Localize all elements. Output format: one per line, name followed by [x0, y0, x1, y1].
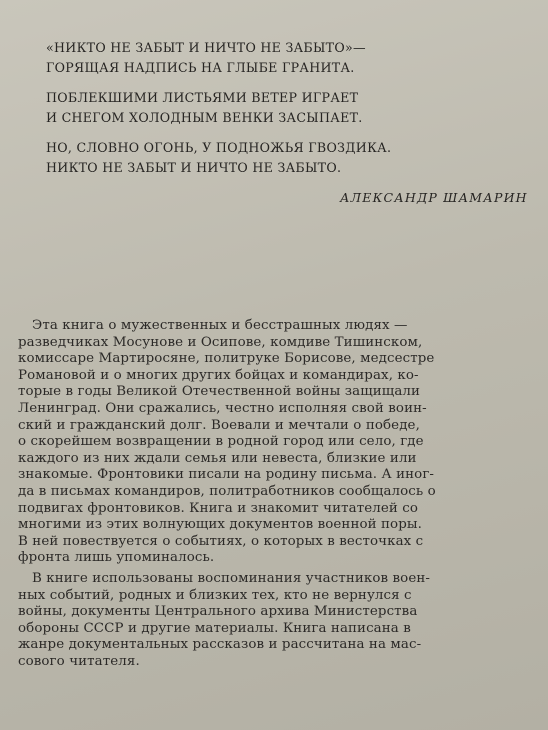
- text-line: о скорейшем возвращении в родной город или село, где: [18, 434, 424, 450]
- text-line: Эта книга о мужественных и бесстрашных людях —: [32, 318, 408, 333]
- epigraph-stanza: [46, 138, 526, 178]
- epigraph-line: ПОБЛЕКШИМИ ЛИСТЬЯМИ ВЕТЕР ИГРАЕТ: [46, 90, 359, 105]
- text-line: Романовой и о многих других бойцах и командирах, ко-: [18, 367, 419, 383]
- text-line: ский и гражданский долг. Воевали и мечтали о победе,: [18, 417, 420, 433]
- epigraph-line: НИКТО НЕ ЗАБЫТ И НИЧТО НЕ ЗАБЫТО.: [46, 160, 342, 175]
- text-line: войны, документы Центрального архива Министерства: [18, 604, 418, 620]
- text-line: разведчиках Мосунове и Осипове, комдиве Тишинском,: [18, 334, 423, 350]
- text-line: жанре документальных рассказов и рассчитана на мас-: [18, 637, 422, 653]
- text-line: В ней повествуется о событиях, о которых в весточках с: [18, 533, 424, 549]
- epigraph-line: «НИКТО НЕ ЗАБЫТ И НИЧТО НЕ ЗАБЫТО»—: [46, 40, 366, 55]
- epigraph-line: НО, СЛОВНО ОГОНЬ, У ПОДНОЖЬЯ ГВОЗДИКА.: [46, 140, 392, 155]
- text-line: каждого из них ждали семья или невеста, близкие или: [18, 450, 417, 466]
- text-line: комиссаре Мартиросяне, политруке Борисове, медсестре: [18, 351, 435, 367]
- epigraph-stanza: [46, 38, 526, 78]
- text-line: сового читателя.: [18, 653, 140, 669]
- paragraph: [18, 571, 530, 671]
- text-line: обороны СССР и другие материалы. Книга написана в: [18, 620, 411, 636]
- annotation-text: [18, 318, 530, 674]
- epigraph-line: ГОРЯЩАЯ НАДПИСЬ НА ГЛЫБЕ ГРАНИТА.: [46, 60, 355, 75]
- epigraph-line: И СНЕГОМ ХОЛОДНЫМ ВЕНКИ ЗАСЫПАЕТ.: [46, 110, 363, 125]
- text-line: торые в годы Великой Отечественной войны защищали: [18, 384, 421, 400]
- text-line: да в письмах командиров, политработников сообщалось о: [18, 483, 436, 499]
- text-line: Ленинград. Они сражались, честно исполняя свой воин-: [18, 400, 427, 416]
- paragraph: [18, 318, 530, 567]
- epigraph-stanza: [46, 88, 526, 128]
- text-line: подвигах фронтовиков. Книга и знакомит читателей со: [18, 500, 419, 516]
- text-line: фронта лишь упоминалось.: [18, 550, 215, 566]
- text-line: ных событий, родных и близких тех, кто не вернулся с: [18, 587, 412, 603]
- text-line: многими из этих волнующих документов военной поры.: [18, 517, 422, 533]
- text-line: знакомые. Фронтовики писали на родину письма. А иног-: [18, 467, 435, 483]
- epigraph-author: АЛЕКСАНДР ШАМАРИН: [340, 190, 528, 205]
- text-line: В книге использованы воспоминания участников воен-: [32, 570, 431, 586]
- epigraph: [46, 38, 526, 188]
